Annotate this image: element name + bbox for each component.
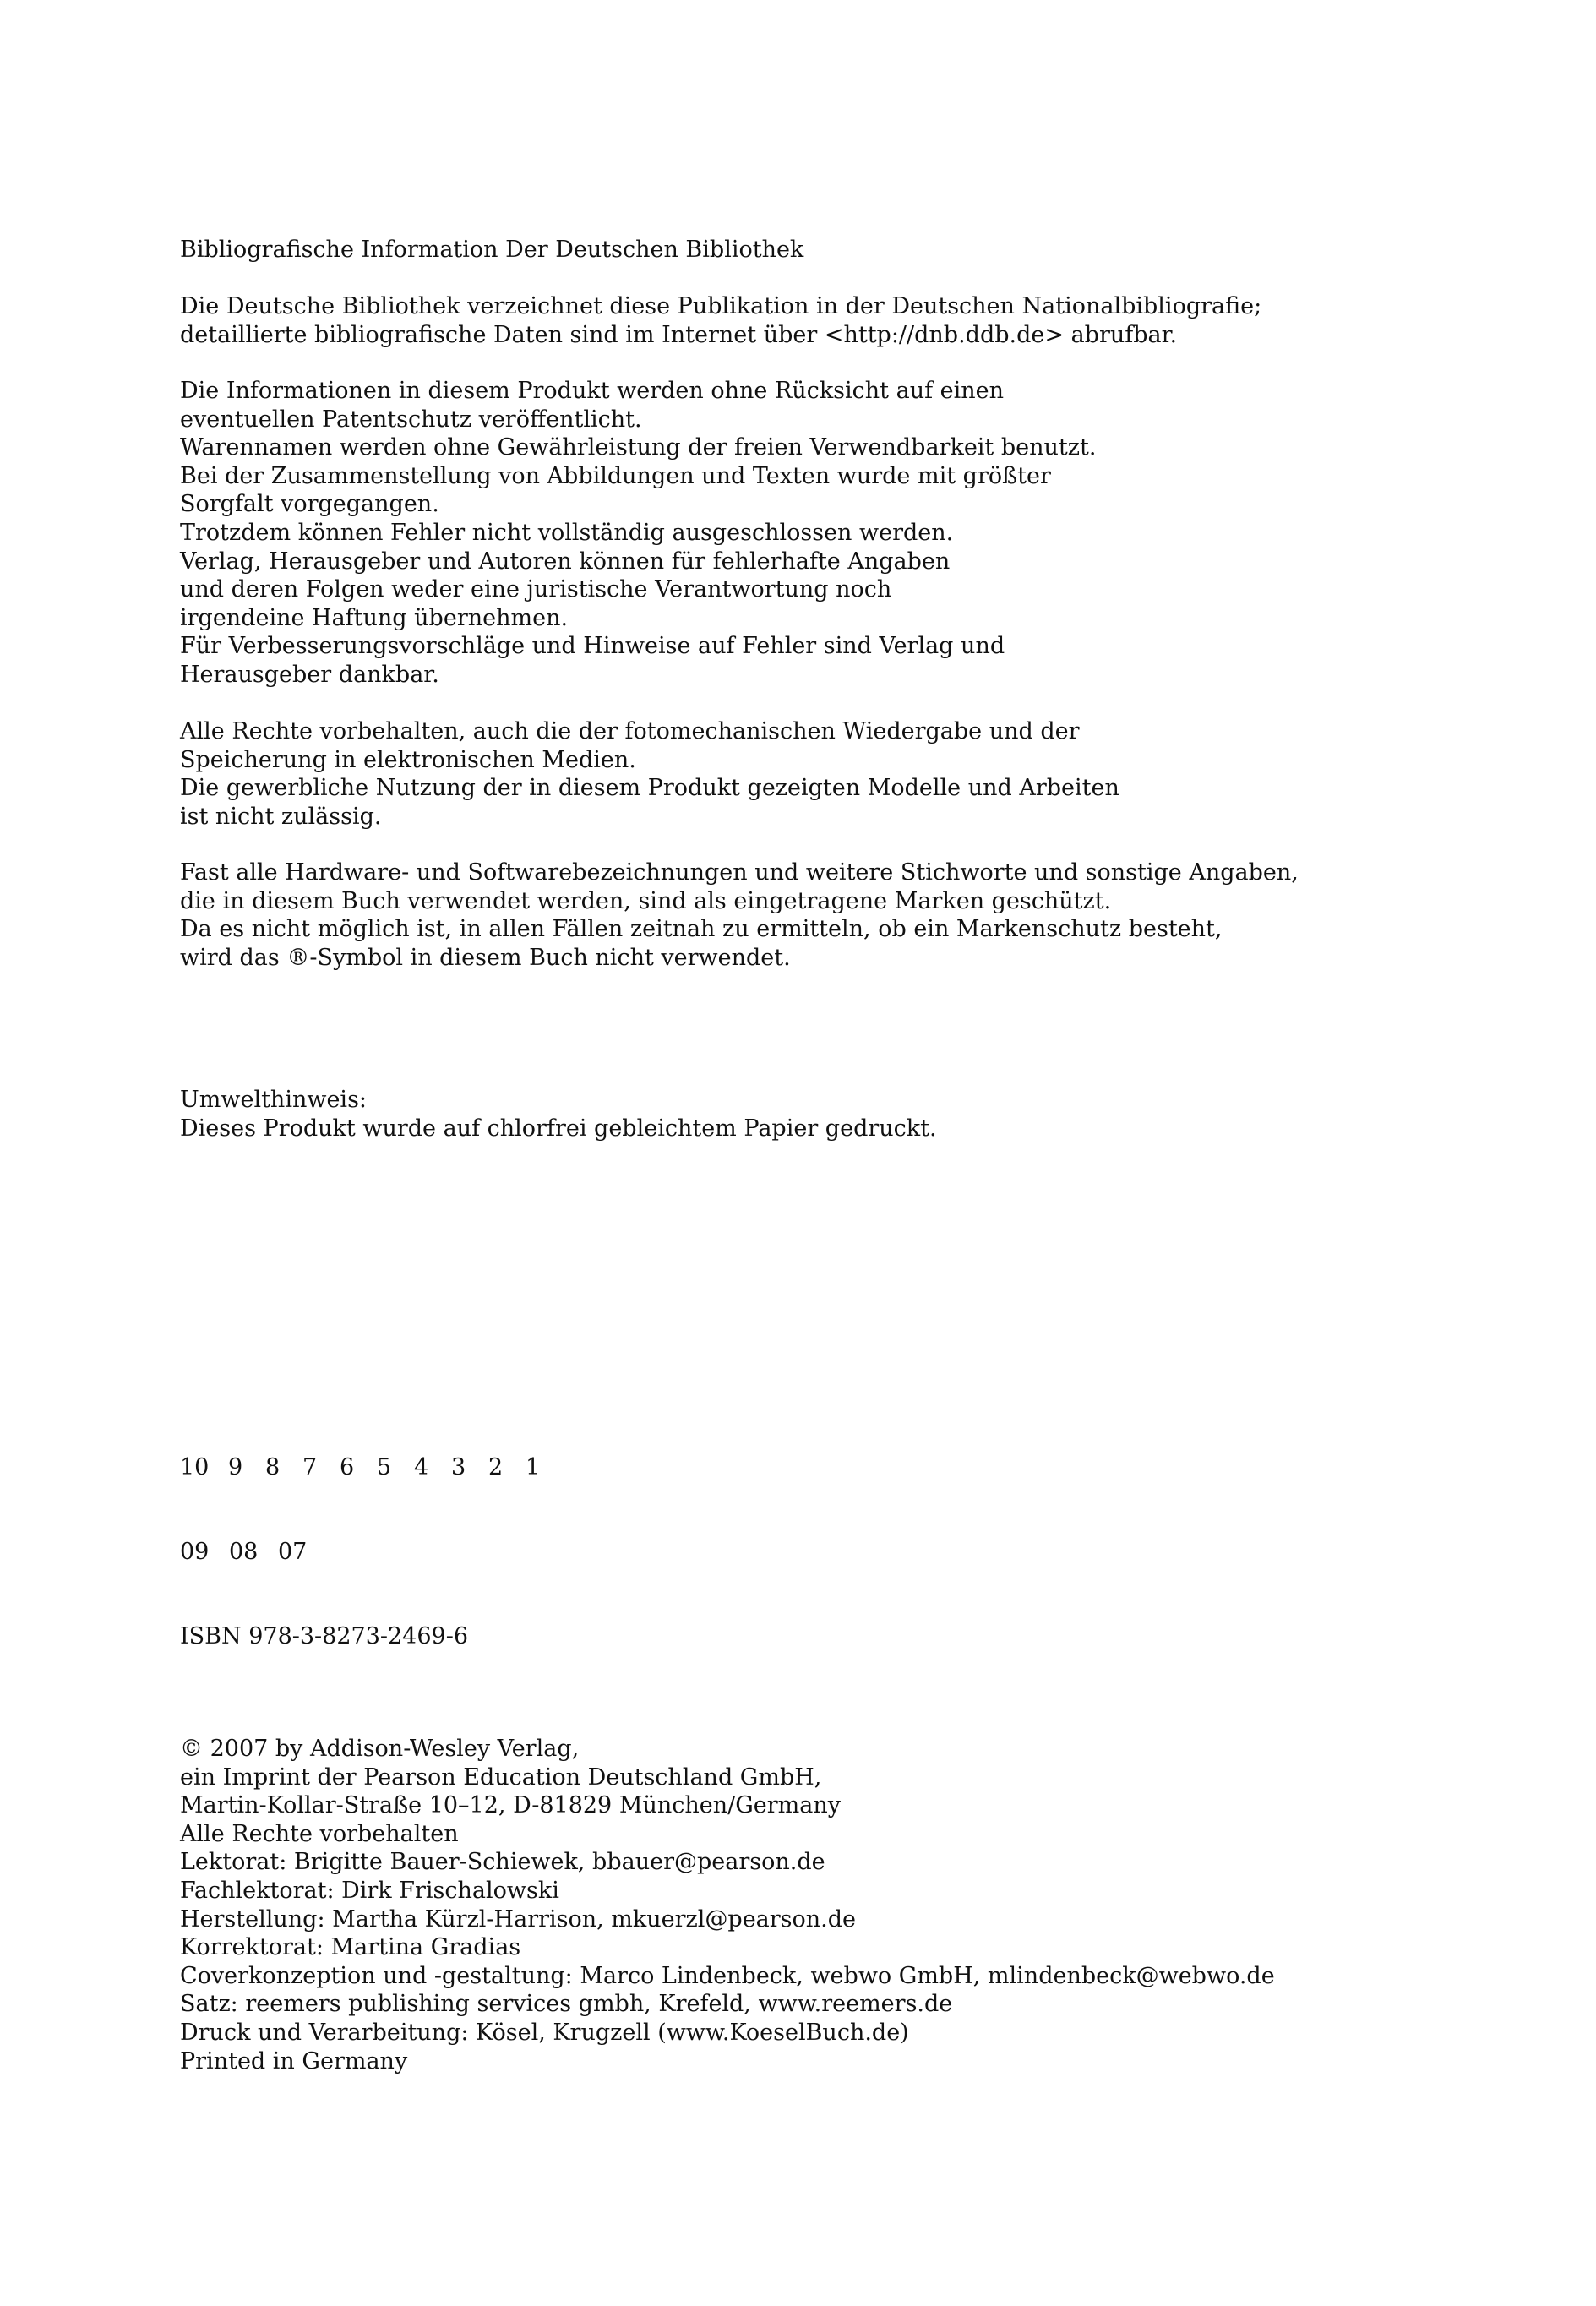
rights-line: Speicherung in elektronischen Medien.	[180, 746, 636, 773]
disclaimer-line: Herausgeber dankbar.	[180, 661, 439, 688]
disclaimer-line: Die Informationen in diesem Produkt werden ohne Rücksicht auf einen	[180, 378, 1005, 404]
copyright-line: Korrektorat: Martina Gradias	[180, 1934, 521, 1961]
copyright-line: © 2007 by Addison-Wesley Verlag,	[180, 1736, 580, 1762]
disclaimer-line: und deren Folgen weder eine juristische Verantwortung noch	[180, 576, 892, 603]
print-run-number: 3	[451, 1454, 466, 1480]
bibliographic-info-block	[180, 292, 1532, 349]
copyright-line: Coverkonzeption und -gestaltung: Marco Lindenbeck, webwo GmbH, mlindenbeck@webwo.de	[180, 1962, 1275, 1989]
copyright-line: Lektorat: Brigitte Bauer-Schiewek, bbauer@pearson.de	[180, 1849, 825, 1876]
rights-line: Die gewerbliche Nutzung der in diesem Produkt gezeigten Modelle und Arbeiten	[180, 775, 1119, 802]
bibliographic-line: detaillierte bibliografische Daten sind im Internet über <http://dnb.ddb.de> abrufbar.	[180, 321, 1178, 348]
copyright-block	[180, 1735, 1532, 2075]
print-year: 09	[180, 1539, 210, 1565]
bibliographic-line: Die Deutsche Bibliothek verzeichnet diese Publikation in der Deutschen Nationalbibliografie;	[180, 293, 1262, 319]
print-year: 07	[278, 1539, 308, 1565]
copyright-line: Herstellung: Martha Kürzl-Harrison, mkuerzl@pearson.de	[180, 1905, 857, 1933]
environment-block	[180, 1086, 1532, 1142]
print-run-number: 4	[414, 1454, 429, 1480]
copyright-line: Martin-Kollar-Straße 10–12, D-81829 München/Germany	[180, 1792, 842, 1819]
copyright-line: Satz: reemers publishing services gmbh, Krefeld, www.reemers.de	[180, 1991, 953, 2018]
print-run-number: 9	[228, 1454, 243, 1480]
environment-text: Dieses Produkt wurde auf chlorfrei gebleichtem Papier gedruckt.	[180, 1115, 937, 1142]
environment-heading: Umwelthinweis:	[180, 1087, 368, 1113]
rights-line: ist nicht zulässig.	[180, 803, 382, 830]
disclaimer-line: irgendeine Haftung übernehmen.	[180, 604, 569, 631]
print-run-number: 6	[340, 1454, 355, 1480]
rights-line: Alle Rechte vorbehalten, auch die der fotomechanischen Wiedergabe und der	[180, 718, 1080, 744]
disclaimer-line: Bei der Zusammenstellung von Abbildungen und Texten wurde mit größter	[180, 462, 1051, 489]
trademark-line: wird das ®-Symbol in diesem Buch nicht verwendet.	[180, 944, 791, 971]
trademark-line: Da es nicht möglich ist, in allen Fällen zeitnah zu ermitteln, ob ein Markenschutz besteht,	[180, 916, 1223, 943]
print-run-number: 1	[526, 1454, 541, 1480]
disclaimer-line: Trotzdem können Fehler nicht vollständig ausgeschlossen werden.	[180, 519, 954, 546]
print-run-number: 2	[488, 1454, 504, 1480]
trademark-line: Fast alle Hardware- und Softwarebezeichnungen und weitere Stichworte und sonstige Angaben,	[180, 859, 1299, 886]
print-run-number: 8	[265, 1454, 281, 1480]
print-run-number: 7	[302, 1454, 318, 1480]
copyright-line: Fachlektorat: Dirk Frischalowski	[180, 1877, 559, 1904]
isbn: ISBN 978-3-8273-2469-6	[180, 1623, 469, 1649]
disclaimer-line: Warennamen werden ohne Gewährleistung der freien Verwendbarkeit benutzt.	[180, 434, 1097, 461]
copyright-line: Printed in Germany	[180, 2047, 408, 2074]
disclaimer-line: Verlag, Herausgeber und Autoren können für fehlerhafte Angaben	[180, 548, 951, 575]
print-run-number: 10	[180, 1454, 210, 1480]
bibliographic-heading: Bibliografische Information Der Deutschen Bibliothek	[180, 237, 804, 263]
disclaimer-line: Sorgfalt vorgegangen.	[180, 491, 439, 518]
print-run-number: 5	[377, 1454, 392, 1480]
disclaimer-block	[180, 377, 1532, 690]
rights-block	[180, 717, 1532, 831]
disclaimer-line: eventuellen Patentschutz veröffentlicht.	[180, 406, 642, 433]
copyright-line: Druck und Verarbeitung: Kösel, Krugzell (www.KoeselBuch.de)	[180, 2019, 909, 2046]
trademark-block	[180, 859, 1532, 972]
print-run-counter	[180, 1453, 1532, 1482]
isbn-block	[180, 1622, 1532, 1651]
print-years	[180, 1538, 1532, 1567]
bibliographic-heading-block	[180, 236, 1532, 264]
trademark-line: die in diesem Buch verwendet werden, sind als eingetragene Marken geschützt.	[180, 887, 1112, 914]
copyright-line: ein Imprint der Pearson Education Deutschland GmbH,	[180, 1764, 822, 1791]
copyright-line: Alle Rechte vorbehalten	[180, 1820, 459, 1847]
print-year: 08	[229, 1539, 259, 1565]
disclaimer-line: Für Verbesserungsvorschläge und Hinweise auf Fehler sind Verlag und	[180, 633, 1005, 660]
